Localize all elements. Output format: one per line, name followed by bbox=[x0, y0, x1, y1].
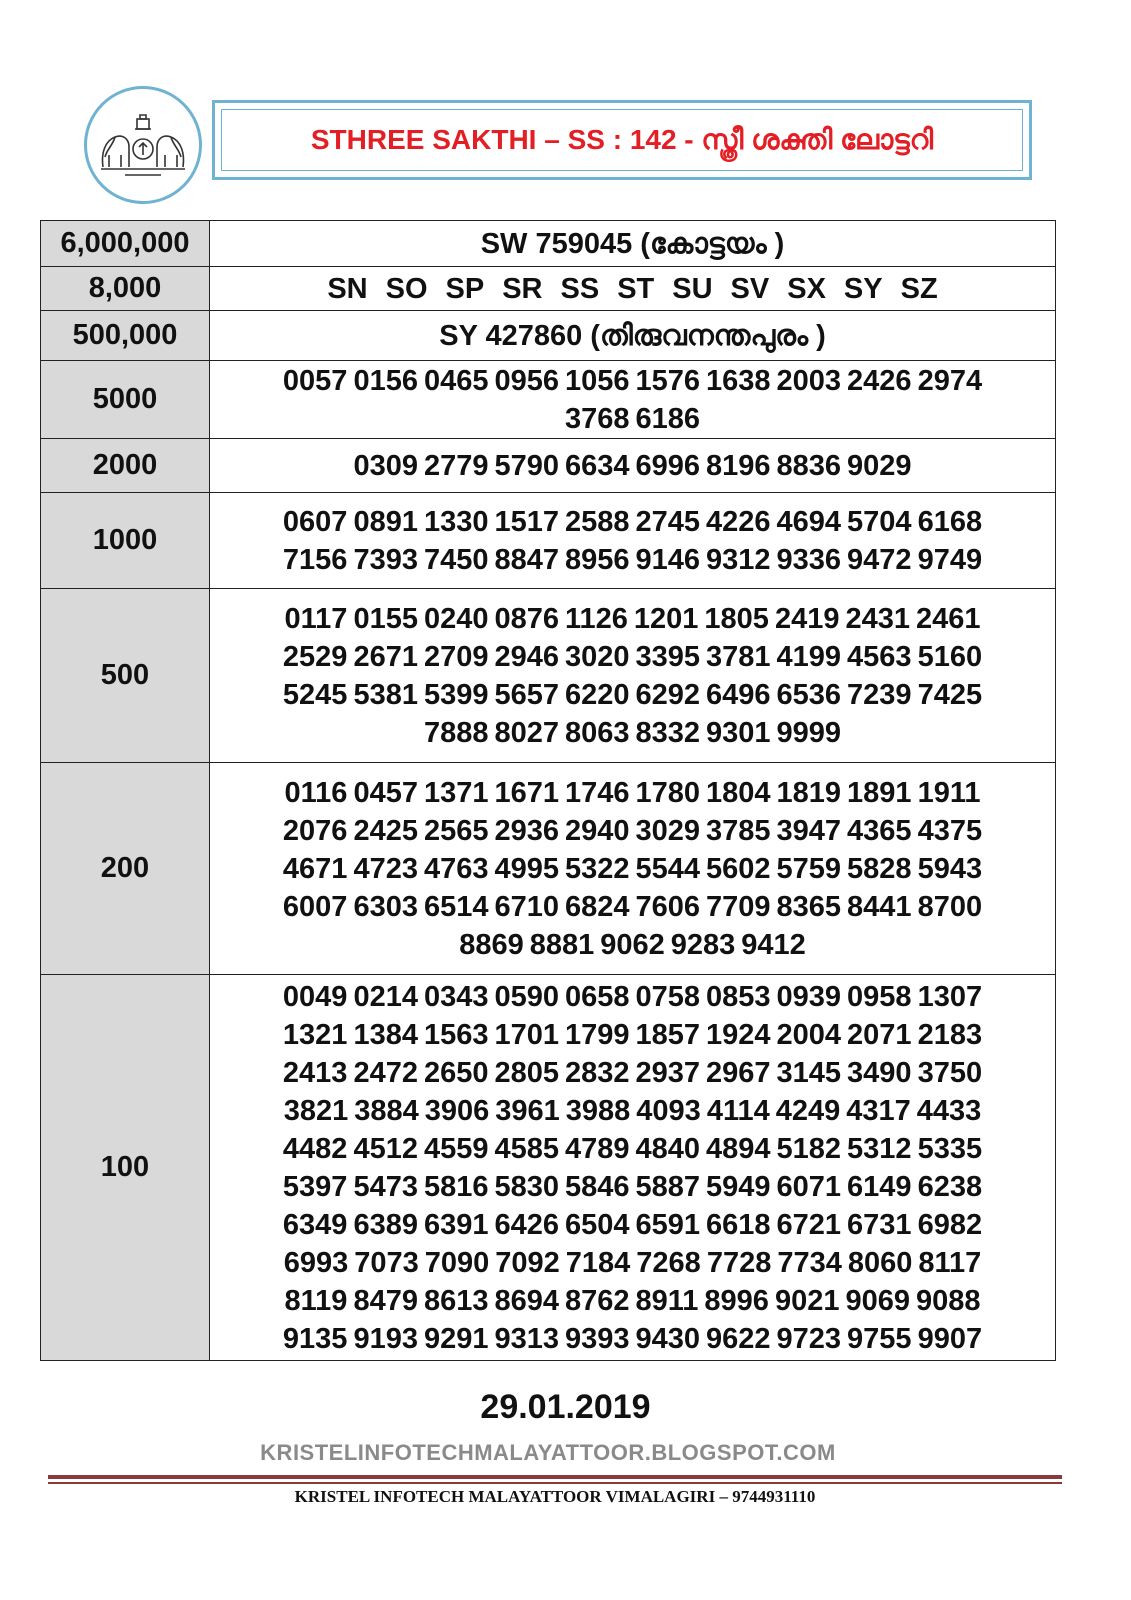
ticket-number: 3750 bbox=[917, 1056, 983, 1089]
ticket-number: 2419 bbox=[774, 602, 840, 635]
ticket-number: 9193 bbox=[353, 1322, 418, 1355]
ticket-number: 6721 bbox=[776, 1208, 842, 1241]
ticket-number: 0457 bbox=[353, 776, 418, 809]
draw-date: 29.01.2019 bbox=[480, 1388, 651, 1426]
ticket-number: 8847 bbox=[494, 543, 559, 576]
ticket-number: 9336 bbox=[776, 543, 842, 576]
ticket-number: 1924 bbox=[706, 1018, 771, 1051]
ticket-number: 1384 bbox=[353, 1018, 418, 1051]
ticket-number: 4694 bbox=[776, 505, 842, 538]
prize-amount: 8,000 bbox=[41, 267, 210, 311]
winning-numbers bbox=[210, 439, 1056, 493]
ticket-number: 9135 bbox=[282, 1322, 348, 1355]
ticket-number: 1780 bbox=[635, 776, 701, 809]
ticket-number: 7728 bbox=[706, 1246, 772, 1279]
ticket-number: 8332 bbox=[635, 716, 701, 749]
ticket-number: 2671 bbox=[353, 640, 418, 673]
ticket-number: 1805 bbox=[704, 602, 769, 635]
ticket-number: 6071 bbox=[776, 1170, 842, 1203]
ticket-number: 2003 bbox=[776, 364, 842, 397]
ticket-number: 9999 bbox=[776, 716, 842, 749]
ticket-number: 6514 bbox=[423, 890, 489, 923]
ticket-number: 3145 bbox=[776, 1056, 842, 1089]
winning-numbers bbox=[210, 361, 1056, 439]
ticket-number: 8956 bbox=[564, 543, 630, 576]
winning-numbers bbox=[210, 493, 1056, 589]
ticket-number: 1576 bbox=[635, 364, 701, 397]
ticket-number: 7268 bbox=[636, 1246, 701, 1279]
ticket-number: 2183 bbox=[917, 1018, 983, 1051]
ticket-number: 7239 bbox=[847, 678, 912, 711]
ticket-number: 0607 bbox=[282, 505, 348, 538]
series-code: SY bbox=[843, 272, 883, 305]
prize-amount: 2000 bbox=[41, 439, 210, 493]
ticket-number: 9622 bbox=[706, 1322, 771, 1355]
ticket-number: 8117 bbox=[918, 1246, 982, 1279]
ticket-number: 5828 bbox=[847, 852, 912, 885]
series-code: SP bbox=[445, 272, 485, 305]
prize-amount: 500,000 bbox=[41, 311, 210, 361]
ticket-number: 8762 bbox=[564, 1284, 630, 1317]
prize-amount: 100 bbox=[41, 975, 210, 1361]
ticket-number: 4433 bbox=[916, 1094, 982, 1127]
ticket-number: 5846 bbox=[564, 1170, 630, 1203]
results-table bbox=[40, 220, 1056, 1361]
ticket-number: 0658 bbox=[564, 980, 630, 1013]
ticket-number: 6710 bbox=[494, 890, 559, 923]
ticket-number: 8365 bbox=[776, 890, 842, 923]
ticket-number: 9029 bbox=[847, 449, 912, 482]
ticket-number: 2071 bbox=[847, 1018, 912, 1051]
ticket-number: 2937 bbox=[635, 1056, 701, 1089]
ticket-number: 2004 bbox=[776, 1018, 842, 1051]
kerala-state-emblem-icon bbox=[84, 86, 202, 204]
result-row bbox=[41, 361, 1056, 439]
ticket-number: 3821 bbox=[283, 1094, 349, 1127]
ticket-number: 3785 bbox=[706, 814, 771, 847]
ticket-number: 1857 bbox=[635, 1018, 701, 1051]
winning-numbers bbox=[210, 763, 1056, 975]
ticket-number: 9907 bbox=[917, 1322, 983, 1355]
ticket-number: 1126 bbox=[564, 602, 628, 635]
ticket-number: 2426 bbox=[847, 364, 912, 397]
footer-rule-thin bbox=[48, 1482, 1062, 1484]
consolation-series bbox=[210, 267, 1056, 311]
ticket-number: 9062 bbox=[600, 928, 665, 961]
series-code: SN bbox=[327, 272, 368, 305]
ticket-number: 2936 bbox=[494, 814, 559, 847]
ticket-number: 6149 bbox=[847, 1170, 912, 1203]
series-code: SX bbox=[787, 272, 826, 305]
ticket-number: 4482 bbox=[282, 1132, 348, 1165]
ticket-number: 0853 bbox=[706, 980, 771, 1013]
ticket-number: 9412 bbox=[741, 928, 806, 961]
ticket-number: 6731 bbox=[847, 1208, 912, 1241]
ticket-number: 7450 bbox=[423, 543, 489, 576]
ticket-number: 5943 bbox=[917, 852, 983, 885]
ticket-number: 8479 bbox=[353, 1284, 418, 1317]
ticket-number: 6220 bbox=[564, 678, 630, 711]
result-row bbox=[41, 763, 1056, 975]
ticket-number: 5245 bbox=[282, 678, 348, 711]
ticket-number: 0057 bbox=[282, 364, 348, 397]
ticket-number: 6389 bbox=[353, 1208, 418, 1241]
ticket-number: 4723 bbox=[353, 852, 418, 885]
ticket-number: 1056 bbox=[564, 364, 630, 397]
ticket-number: 9291 bbox=[423, 1322, 489, 1355]
footer-rule bbox=[48, 1475, 1062, 1479]
ticket-number: 0590 bbox=[494, 980, 559, 1013]
ticket-number: 5602 bbox=[706, 852, 771, 885]
ticket-number: 4671 bbox=[282, 852, 348, 885]
ticket-number: 0214 bbox=[353, 980, 418, 1013]
result-row bbox=[41, 589, 1056, 763]
ticket-number: 2529 bbox=[282, 640, 348, 673]
ticket-number: 0240 bbox=[423, 602, 489, 635]
series-code: SV bbox=[730, 272, 770, 305]
ticket-number: 1201 bbox=[633, 602, 699, 635]
ticket-number: 5312 bbox=[847, 1132, 912, 1165]
ticket-number: 6496 bbox=[706, 678, 771, 711]
ticket-number: 8196 bbox=[706, 449, 771, 482]
result-row bbox=[41, 975, 1056, 1361]
ticket-number: 0758 bbox=[635, 980, 701, 1013]
winning-numbers bbox=[210, 589, 1056, 763]
ticket-number: 4226 bbox=[706, 505, 771, 538]
ticket-number: 8694 bbox=[494, 1284, 559, 1317]
ticket-number: 4763 bbox=[423, 852, 489, 885]
ticket-number: 2472 bbox=[353, 1056, 418, 1089]
ticket-number: 4585 bbox=[494, 1132, 559, 1165]
ticket-number: 8119 bbox=[284, 1284, 348, 1317]
ticket-number: 8700 bbox=[917, 890, 983, 923]
result-row bbox=[41, 493, 1056, 589]
ticket-number: 4375 bbox=[917, 814, 983, 847]
result-row bbox=[41, 311, 1056, 361]
ticket-number: 0891 bbox=[353, 505, 418, 538]
ticket-number: 9755 bbox=[847, 1322, 912, 1355]
website-url: KRISTELINFOTECHMALAYATTOOR.BLOGSPOT.COM bbox=[260, 1440, 836, 1465]
ticket-number: 8881 bbox=[529, 928, 595, 961]
ticket-number: 9146 bbox=[635, 543, 701, 576]
ticket-number: 4093 bbox=[636, 1094, 701, 1127]
ticket-number: 5816 bbox=[423, 1170, 489, 1203]
ticket-number: 7734 bbox=[777, 1246, 842, 1279]
ticket-number: 2425 bbox=[353, 814, 418, 847]
ticket-number: 5830 bbox=[494, 1170, 559, 1203]
ticket-number: 5381 bbox=[353, 678, 418, 711]
series-code: SZ bbox=[900, 272, 938, 305]
ticket-number: 3884 bbox=[354, 1094, 419, 1127]
ticket-number: 0155 bbox=[353, 602, 418, 635]
ticket-number: 9393 bbox=[564, 1322, 630, 1355]
ticket-number: 6982 bbox=[917, 1208, 983, 1241]
ticket-number: 8869 bbox=[459, 928, 524, 961]
ticket-number: 8911 bbox=[635, 1284, 699, 1317]
ticket-number: 7073 bbox=[354, 1246, 419, 1279]
ticket-number: 7888 bbox=[423, 716, 489, 749]
ticket-number: 9301 bbox=[706, 716, 771, 749]
ticket-number: 2745 bbox=[635, 505, 701, 538]
ticket-number: 2461 bbox=[915, 602, 981, 635]
ticket-number: 4563 bbox=[847, 640, 912, 673]
ticket-number: 3906 bbox=[424, 1094, 490, 1127]
ticket-number: 2709 bbox=[423, 640, 489, 673]
title-banner bbox=[212, 100, 1032, 180]
ticket-number: 5759 bbox=[776, 852, 842, 885]
ticket-number: 2974 bbox=[917, 364, 983, 397]
ticket-number: 9069 bbox=[845, 1284, 910, 1317]
ticket-number: 4199 bbox=[776, 640, 842, 673]
ticket-number: 6993 bbox=[283, 1246, 349, 1279]
ticket-number: 3947 bbox=[776, 814, 842, 847]
ticket-number: 6186 bbox=[635, 402, 701, 435]
ticket-number: 5322 bbox=[564, 852, 630, 885]
lottery-title: STHREE SAKTHI – SS : 142 - സ്ത്രീ ശക്തി ലോട്ടറി bbox=[310, 123, 934, 155]
ticket-number: 0049 bbox=[282, 980, 348, 1013]
ticket-number: 6996 bbox=[635, 449, 701, 482]
ticket-number: 5790 bbox=[494, 449, 559, 482]
ticket-number: 6007 bbox=[282, 890, 348, 923]
ticket-number: 2588 bbox=[564, 505, 630, 538]
ticket-number: 1819 bbox=[776, 776, 842, 809]
ticket-number: 9312 bbox=[706, 543, 771, 576]
ticket-number: 7090 bbox=[424, 1246, 490, 1279]
ticket-number: 0309 bbox=[353, 449, 418, 482]
ticket-number: 7709 bbox=[706, 890, 771, 923]
winning-numbers bbox=[210, 975, 1056, 1361]
ticket-number: 4317 bbox=[846, 1094, 911, 1127]
ticket-number: 1671 bbox=[494, 776, 559, 809]
ticket-number: 4365 bbox=[847, 814, 912, 847]
winning-ticket: SY 427860 (തിരുവനന്തപുരം ) bbox=[210, 311, 1056, 361]
ticket-number: 9430 bbox=[635, 1322, 701, 1355]
series-code: ST bbox=[617, 272, 655, 305]
ticket-number: 3988 bbox=[565, 1094, 631, 1127]
ticket-number: 6824 bbox=[564, 890, 630, 923]
ticket-number: 2946 bbox=[494, 640, 559, 673]
result-row bbox=[41, 221, 1056, 267]
ticket-number: 9283 bbox=[670, 928, 736, 961]
ticket-number: 6303 bbox=[353, 890, 418, 923]
ticket-number: 4894 bbox=[706, 1132, 771, 1165]
ticket-number: 9723 bbox=[776, 1322, 842, 1355]
ticket-number: 8996 bbox=[704, 1284, 769, 1317]
ticket-number: 2967 bbox=[706, 1056, 771, 1089]
ticket-number: 3768 bbox=[564, 402, 630, 435]
ticket-number: 8027 bbox=[494, 716, 559, 749]
ticket-number: 2076 bbox=[282, 814, 348, 847]
series-code: SU bbox=[672, 272, 713, 305]
ticket-number: 6168 bbox=[917, 505, 983, 538]
ticket-number: 3490 bbox=[847, 1056, 912, 1089]
ticket-number: 9749 bbox=[917, 543, 983, 576]
ticket-number: 1330 bbox=[423, 505, 489, 538]
ticket-number: 7606 bbox=[635, 890, 701, 923]
ticket-number: 7156 bbox=[282, 543, 348, 576]
ticket-number: 1746 bbox=[564, 776, 630, 809]
ticket-number: 8441 bbox=[847, 890, 912, 923]
prize-amount: 1000 bbox=[41, 493, 210, 589]
ticket-number: 0958 bbox=[847, 980, 912, 1013]
ticket-number: 7092 bbox=[495, 1246, 560, 1279]
ticket-number: 3020 bbox=[564, 640, 630, 673]
ticket-number: 0156 bbox=[353, 364, 418, 397]
ticket-number: 6591 bbox=[635, 1208, 701, 1241]
ticket-number: 2832 bbox=[564, 1056, 630, 1089]
ticket-number: 2565 bbox=[423, 814, 489, 847]
prize-amount: 6,000,000 bbox=[41, 221, 210, 267]
ticket-number: 1638 bbox=[706, 364, 771, 397]
ticket-number: 1371 bbox=[423, 776, 489, 809]
ticket-number: 5335 bbox=[917, 1132, 983, 1165]
ticket-number: 4559 bbox=[423, 1132, 489, 1165]
ticket-number: 8836 bbox=[776, 449, 842, 482]
ticket-number: 7184 bbox=[565, 1246, 631, 1279]
ticket-number: 0117 bbox=[284, 602, 348, 635]
ticket-number: 5657 bbox=[494, 678, 559, 711]
ticket-number: 0343 bbox=[423, 980, 489, 1013]
ticket-number: 4114 bbox=[706, 1094, 770, 1127]
ticket-number: 5949 bbox=[706, 1170, 771, 1203]
footer-contact: KRISTEL INFOTECH MALAYATTOOR VIMALAGIRI – 9744931110 bbox=[294, 1487, 816, 1506]
result-row bbox=[41, 267, 1056, 311]
ticket-number: 5473 bbox=[353, 1170, 418, 1203]
ticket-number: 6391 bbox=[423, 1208, 489, 1241]
series-code: SR bbox=[502, 272, 543, 305]
ticket-number: 0116 bbox=[284, 776, 348, 809]
ticket-number: 2805 bbox=[494, 1056, 559, 1089]
ticket-number: 8063 bbox=[564, 716, 630, 749]
ticket-number: 7393 bbox=[353, 543, 418, 576]
prize-amount: 5000 bbox=[41, 361, 210, 439]
ticket-number: 3781 bbox=[706, 640, 771, 673]
prize-amount: 200 bbox=[41, 763, 210, 975]
ticket-number: 5887 bbox=[635, 1170, 701, 1203]
ticket-number: 3961 bbox=[495, 1094, 560, 1127]
ticket-number: 1321 bbox=[282, 1018, 348, 1051]
ticket-number: 0465 bbox=[423, 364, 489, 397]
ticket-number: 2940 bbox=[564, 814, 630, 847]
ticket-number: 4512 bbox=[353, 1132, 418, 1165]
result-row bbox=[41, 439, 1056, 493]
ticket-number: 5544 bbox=[635, 852, 701, 885]
ticket-number: 5704 bbox=[847, 505, 912, 538]
ticket-number: 6426 bbox=[494, 1208, 559, 1241]
ticket-number: 1911 bbox=[917, 776, 981, 809]
ticket-number: 1307 bbox=[917, 980, 983, 1013]
ticket-number: 2779 bbox=[423, 449, 489, 482]
ticket-number: 1891 bbox=[847, 776, 912, 809]
ticket-number: 6238 bbox=[917, 1170, 983, 1203]
ticket-number: 5397 bbox=[282, 1170, 348, 1203]
ticket-number: 5399 bbox=[423, 678, 489, 711]
ticket-number: 7425 bbox=[917, 678, 983, 711]
ticket-number: 0956 bbox=[494, 364, 559, 397]
ticket-number: 6504 bbox=[564, 1208, 630, 1241]
ticket-number: 9088 bbox=[915, 1284, 981, 1317]
ticket-number: 0876 bbox=[494, 602, 559, 635]
ticket-number: 8060 bbox=[847, 1246, 913, 1279]
emblem-drawing bbox=[95, 105, 191, 185]
ticket-number: 2431 bbox=[845, 602, 910, 635]
prize-amount: 500 bbox=[41, 589, 210, 763]
ticket-number: 6634 bbox=[564, 449, 630, 482]
ticket-number: 2413 bbox=[282, 1056, 348, 1089]
ticket-number: 9021 bbox=[774, 1284, 840, 1317]
ticket-number: 2650 bbox=[423, 1056, 489, 1089]
ticket-number: 1563 bbox=[423, 1018, 489, 1051]
ticket-number: 1701 bbox=[494, 1018, 559, 1051]
ticket-number: 3029 bbox=[635, 814, 701, 847]
ticket-number: 1799 bbox=[564, 1018, 630, 1051]
ticket-number: 4995 bbox=[494, 852, 559, 885]
ticket-number: 1804 bbox=[706, 776, 771, 809]
ticket-number: 1517 bbox=[494, 505, 559, 538]
ticket-number: 9313 bbox=[494, 1322, 559, 1355]
ticket-number: 4789 bbox=[564, 1132, 630, 1165]
series-code: SS bbox=[560, 272, 600, 305]
ticket-number: 6349 bbox=[282, 1208, 348, 1241]
ticket-number: 0939 bbox=[776, 980, 842, 1013]
ticket-number: 6536 bbox=[776, 678, 842, 711]
ticket-number: 9472 bbox=[847, 543, 912, 576]
series-code: SO bbox=[385, 272, 428, 305]
ticket-number: 3395 bbox=[635, 640, 701, 673]
ticket-number: 4249 bbox=[775, 1094, 841, 1127]
ticket-number: 4840 bbox=[635, 1132, 701, 1165]
ticket-number: 6292 bbox=[635, 678, 701, 711]
ticket-number: 6618 bbox=[706, 1208, 771, 1241]
ticket-number: 5160 bbox=[917, 640, 983, 673]
ticket-number: 5182 bbox=[776, 1132, 842, 1165]
winning-ticket: SW 759045 (കോട്ടയം ) bbox=[210, 221, 1056, 267]
ticket-number: 8613 bbox=[423, 1284, 489, 1317]
